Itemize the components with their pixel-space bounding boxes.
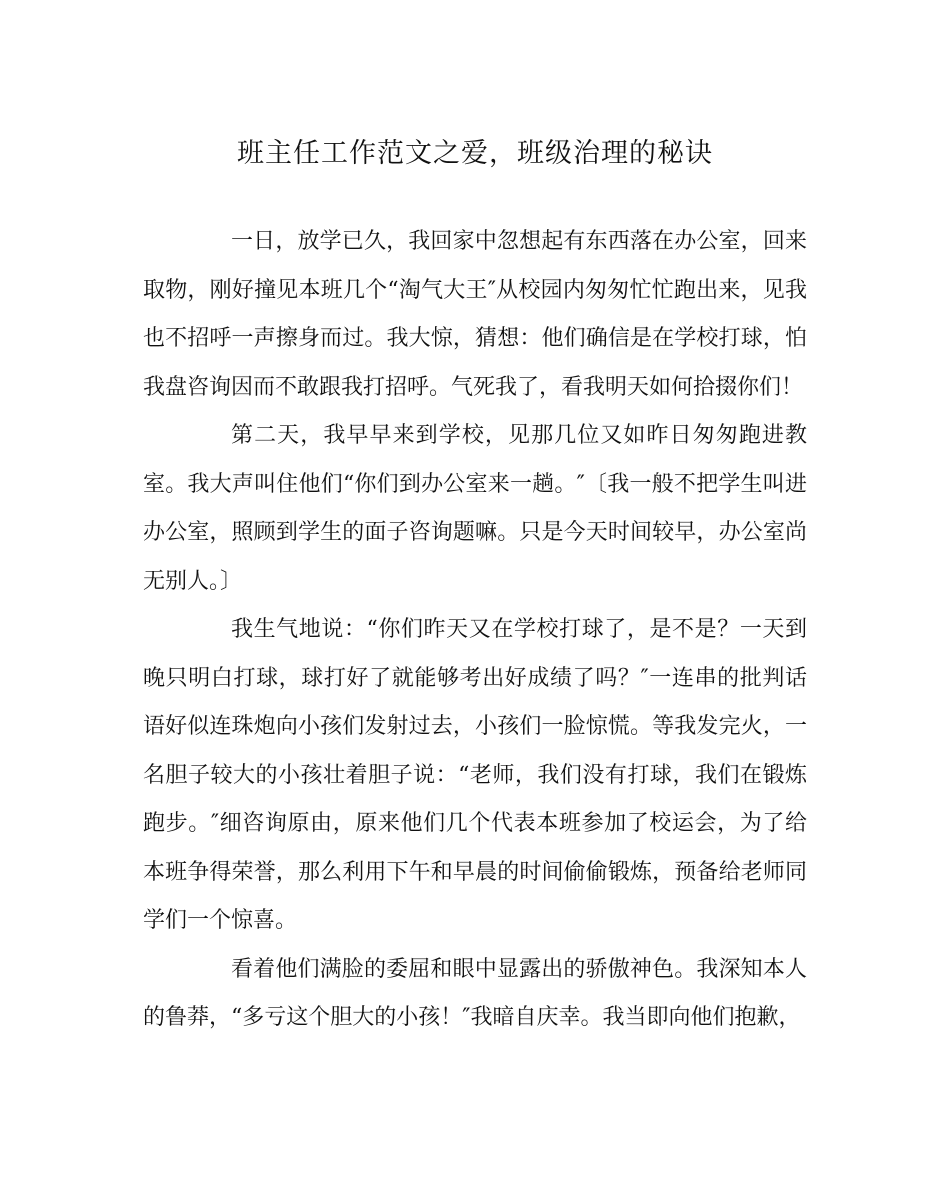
paragraph-1: 一日，放学已久，我回家中忽想起有东西落在办公室，回来取物，刚好撞见本班几个“淘气大王″从校园内匆匆忙忙跑出来，见我也不招呼一声擦身而过。我大惊，猜想：他们确信是在学校打球，怕我盘咨询因而不敢跟我打招呼。气死我了，看我明天如何拾掇你们！ <box>143 229 807 400</box>
document-body <box>143 218 807 1043</box>
paragraph-2: 第二天，我早早来到学校，见那几位又如昨日匆匆跑进教室。我大声叫住他们“你们到办公室来一趟。″〔我一般不把学生叫进办公室，照顾到学生的面子咨询题嘛。只是今天时间较早，办公室尚无别人。〕 <box>143 423 807 594</box>
paragraph-3: 我生气地说：“你们昨天又在学校打球了，是不是？一天到晚只明白打球，球打好了就能够考出好成绩了吗？″一连串的批判话语好似连珠炮向小孩们发射过去，小孩们一脸惊慌。等我发完火，一名胆子较大的小孩壮着胆子说：“老师，我们没有打球，我们在锻炼跑步。″细咨询原由，原来他们几个代表本班参加了校运会，为了给本班争得荣誉，那么利用下午和早晨的时间偷偷锻炼，预备给老师同学们一个惊喜。 <box>143 617 807 933</box>
paragraph-4: 看着他们满脸的委屈和眼中显露出的骄傲神色。我深知本人的鲁莽，“多亏这个胆大的小孩！″我暗自庆幸。我当即向他们抱歉， <box>143 956 807 1030</box>
document-title: 班主任工作范文之爱，班级治理的秘诀 <box>237 138 713 169</box>
